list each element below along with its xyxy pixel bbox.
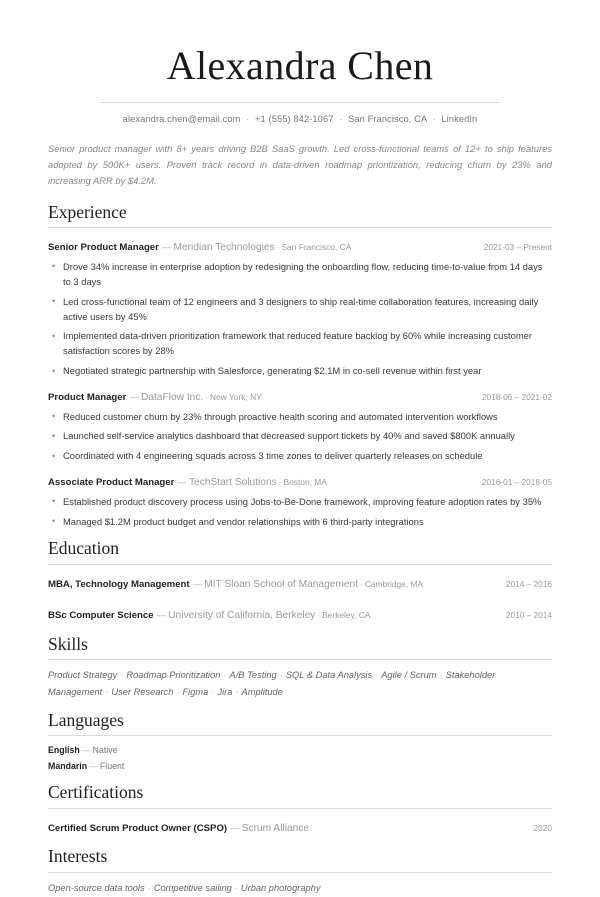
- certification-year: 2020: [533, 822, 552, 833]
- section-languages: [48, 710, 552, 773]
- section-title-experience: Experience: [48, 201, 127, 222]
- entry-location: New York, NY: [210, 392, 262, 402]
- section-divider: [48, 564, 552, 565]
- entry-dash: —: [129, 392, 139, 403]
- contact-email[interactable]: alexandra.chen@email.com: [122, 114, 241, 124]
- entry-dash: —: [81, 745, 91, 756]
- entry-role-title: Senior Product Manager: [48, 242, 159, 254]
- language-item: [48, 759, 552, 773]
- languages-list: [48, 743, 552, 773]
- interest-item: Open-source data tools: [48, 883, 145, 894]
- section-experience: [48, 202, 552, 530]
- skill-item: A/B Testing: [229, 670, 277, 681]
- contact-location: San Francisco, CA: [348, 114, 427, 124]
- certification-name: Certified Scrum Product Owner (CSPO): [48, 822, 228, 834]
- section-skills: [48, 634, 552, 701]
- entry-organization: Meridian Technologies: [173, 242, 275, 254]
- list-separator: ·: [235, 686, 239, 697]
- skill-item: SQL & Data Analysis: [285, 670, 373, 681]
- contact-line: [48, 114, 552, 124]
- education-entry-left: [48, 603, 496, 625]
- entry-date-range: 2021-03 – Present: [483, 242, 552, 253]
- achievement-list: [48, 410, 552, 465]
- education-degree: MBA, Technology Management: [48, 579, 190, 591]
- education-entry: [48, 572, 552, 594]
- entry-location-separator: ·: [205, 392, 209, 402]
- contact-separator: ·: [432, 114, 436, 124]
- language-item: [48, 743, 552, 757]
- entry-location-separator: ·: [360, 579, 363, 590]
- section-interests: [48, 846, 552, 896]
- resume-header: [48, 44, 552, 190]
- entry-role-title: Associate Product Manager: [48, 477, 175, 489]
- experience-entry: [48, 470, 552, 529]
- entry-dash: —: [161, 242, 172, 254]
- entry-location-separator: ·: [276, 242, 280, 253]
- entry-dash: —: [230, 822, 240, 834]
- entry-header: [48, 235, 552, 257]
- entry-date-range: 2016-01 – 2018-05: [481, 477, 552, 488]
- skill-item: Jira: [217, 686, 233, 697]
- education-date-range: 2010 – 2014: [505, 609, 552, 620]
- entry-dash: —: [192, 579, 203, 591]
- list-separator: ·: [105, 686, 109, 697]
- contact-phone[interactable]: +1 (555) 842-1067: [255, 114, 334, 124]
- section-divider: [48, 735, 552, 736]
- contact-linkedin-link[interactable]: LinkedIn: [441, 114, 478, 124]
- achievement-item: • Managed $1.2M product budget and vendor relationships with 6 third-party integrations: [48, 515, 552, 530]
- interest-item: Competitive sailing: [153, 883, 232, 894]
- section-title-skills: Skills: [48, 633, 88, 654]
- education-date-range: 2014 – 2016: [505, 579, 552, 590]
- language-name: English: [48, 745, 80, 756]
- contact-separator: ·: [246, 114, 250, 124]
- interests-list: [48, 880, 552, 897]
- education-entry: [48, 603, 552, 625]
- skill-item: Agile / Scrum: [381, 670, 437, 681]
- section-divider: [48, 872, 552, 873]
- list-separator: ·: [223, 670, 227, 681]
- section-title-interests: Interests: [48, 846, 108, 867]
- skill-item: Product Strategy: [48, 670, 118, 681]
- skill-item: User Research: [111, 686, 174, 697]
- achievement-item: • Negotiated strategic partnership with Salesforce, generating $2.1M in co-sell revenue within first year: [48, 364, 552, 379]
- entry-role-title: Product Manager: [48, 392, 127, 403]
- section-title-certifications: Certifications: [48, 781, 144, 802]
- experience-entry-list: [48, 235, 552, 529]
- section-divider: [48, 659, 552, 660]
- professional-summary: Senior product manager with 8+ years driving B2B SaaS growth. Led cross-functional teams of 12+ to ship features adopted by 500K+ users. Proven track record in data-driven roadmap prioritization, reducing churn by 23% and increasing ARR by $4.2M.: [48, 143, 552, 187]
- entry-organization: TechStart Solutions: [188, 477, 277, 489]
- entry-dash: —: [177, 477, 187, 489]
- achievement-item: • Launched self-service analytics dashboard that decreased support tickets by 40% and saved $800K annually: [48, 429, 552, 444]
- entry-location-separator: ·: [317, 609, 321, 620]
- achievement-item: • Led cross-functional team of 12 engineers and 3 designers to ship real-time collaboration features, increasing daily active users by 45%: [48, 295, 552, 325]
- certification-entry-left: [48, 816, 524, 838]
- entry-header: [48, 385, 552, 407]
- language-level: Fluent: [99, 760, 125, 771]
- entry-dash: —: [89, 760, 98, 771]
- education-school: University of California, Berkeley: [168, 609, 316, 621]
- education-location: Berkeley, CA: [322, 609, 371, 620]
- entry-location: Boston, MA: [283, 477, 327, 488]
- entry-header-left: [48, 470, 472, 492]
- skill-item: Figma: [182, 686, 209, 697]
- entry-organization: DataFlow Inc.: [140, 392, 204, 403]
- education-degree: BSc Computer Science: [48, 609, 154, 621]
- certifications-list: [48, 816, 552, 838]
- certification-entry: [48, 816, 552, 838]
- experience-entry: [48, 385, 552, 464]
- entry-header: [48, 470, 552, 492]
- section-title-education: Education: [48, 538, 119, 559]
- list-separator: ·: [279, 670, 283, 681]
- interest-item: Urban photography: [240, 883, 321, 894]
- section-title-languages: Languages: [48, 709, 124, 730]
- entry-dash: —: [156, 609, 167, 621]
- list-separator: ·: [375, 670, 379, 681]
- contact-separator: ·: [339, 114, 343, 124]
- entry-date-range: 2018-06 – 2021-02: [481, 392, 552, 402]
- experience-entry: [48, 235, 552, 379]
- section-divider: [48, 227, 552, 228]
- list-separator: ·: [211, 686, 215, 697]
- list-separator: ·: [234, 883, 238, 894]
- header-divider: [100, 102, 500, 103]
- entry-location-separator: ·: [278, 477, 282, 488]
- entry-header-left: [48, 385, 472, 407]
- language-name: Mandarin: [48, 760, 88, 771]
- language-level: Native: [92, 745, 118, 756]
- education-location: Cambridge, MA: [364, 579, 424, 590]
- skill-item: Amplitude: [241, 686, 283, 697]
- achievement-item: • Established product discovery process using Jobs-to-Be-Done framework, improving feature adoption rates by 35%: [48, 495, 552, 510]
- skill-item: Stakeholder Management: [48, 670, 496, 697]
- section-certifications: [48, 782, 552, 837]
- list-separator: ·: [439, 670, 443, 681]
- entry-header-left: [48, 235, 474, 257]
- section-education: [48, 538, 552, 624]
- achievement-item: • Implemented data-driven prioritization framework that reduced feature backlog by 60% while increasing customer satisfaction scores by 28%: [48, 329, 552, 359]
- education-school: MIT Sloan School of Management: [204, 579, 359, 591]
- achievement-list: [48, 495, 552, 530]
- skill-item: Roadmap Prioritization: [126, 670, 221, 681]
- achievement-item: • Drove 34% increase in enterprise adoption by redesigning the onboarding flow, reducing time-to-value from 14 days to 3 days: [48, 260, 552, 290]
- entry-location: San Francisco, CA: [281, 242, 352, 253]
- list-separator: ·: [120, 670, 124, 681]
- achievement-list: [48, 260, 552, 379]
- skills-list: [48, 667, 552, 700]
- section-divider: [48, 808, 552, 809]
- candidate-name: Alexandra Chen: [166, 43, 434, 88]
- education-entry-list: [48, 572, 552, 624]
- certification-issuer: Scrum Alliance: [241, 822, 310, 834]
- list-separator: ·: [147, 883, 151, 894]
- achievement-item: • Reduced customer churn by 23% through proactive health scoring and automated intervention workflows: [48, 410, 552, 425]
- list-separator: ·: [176, 686, 180, 697]
- education-entry-left: [48, 572, 496, 594]
- achievement-item: • Coordinated with 4 engineering squads across 3 time zones to deliver quarterly releases on schedule: [48, 449, 552, 464]
